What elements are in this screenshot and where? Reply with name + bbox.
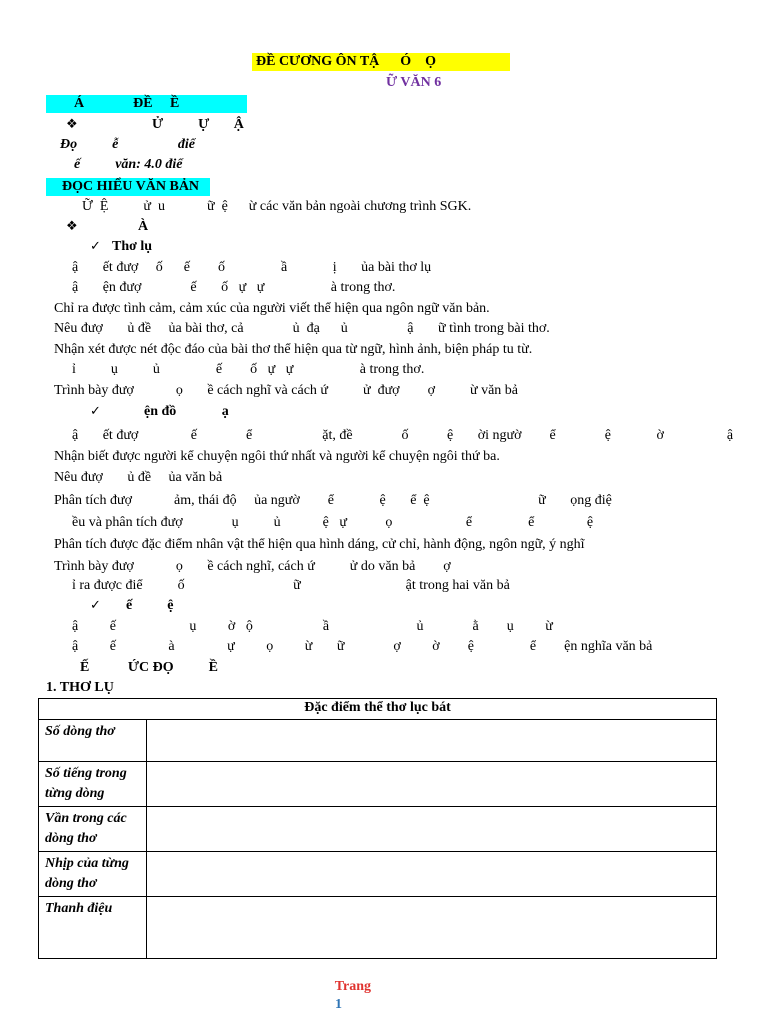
checkmark-icon: ✓: [90, 239, 101, 254]
document-title: ĐỀ CƯƠNG ÔN TẬ Ó Ọ: [252, 53, 510, 71]
table-cell-blank: [147, 897, 717, 959]
bullet-diamond-icon: ❖: [66, 117, 78, 132]
table-header: Đặc điểm thể thơ lục bát: [39, 699, 717, 720]
table-row-label: Số dòng thơ: [39, 720, 147, 762]
bullet-diamond-icon: ❖: [66, 219, 78, 234]
subsection-extra: ế ệ: [126, 598, 174, 613]
poem-feature-table: [38, 698, 717, 959]
table-row-label: Nhịp của từng dòng thơ: [39, 852, 147, 897]
poem-section-heading: 1. THƠ LỤ: [46, 680, 114, 695]
table-cell-blank: [147, 807, 717, 852]
table-cell-blank: [147, 720, 717, 762]
subsection-poem: Thơ lụ: [112, 239, 153, 254]
source-note: Ữ Ệ ử u ữ ệ ừ các văn bản ngoài chương trình SGK.: [82, 199, 472, 214]
writing-score-line: ế văn: 4.0 điể: [74, 157, 183, 172]
requirement-line: ậ ện đượ ế ố ự ự à trong thơ.: [72, 280, 396, 295]
document-subtitle: Ữ VĂN 6: [386, 75, 442, 90]
table-row-label: Vần trong các dòng thơ: [39, 807, 147, 852]
table-row: [39, 807, 717, 852]
requirement-line: ậ ết đượ ố ế ố ầ ị ủa bài thơ lụ: [72, 260, 432, 275]
requirement-line: Trình bày đượ ọ ề cách nghĩ và cách ứ ử đượ ợ ừ văn bả: [54, 383, 519, 398]
table-row-label: Thanh điệu: [39, 897, 147, 959]
checkmark-icon: ✓: [90, 404, 101, 419]
requirement-line: ậ ế à ự ọ ừ ữ ợ ờ ệ ể ện nghĩa văn bả: [72, 639, 653, 654]
table-row: [39, 762, 717, 807]
table-row: [39, 720, 717, 762]
table-row: [39, 897, 717, 959]
reading-section-heading: ĐỌC HIỂU VĂN BẢN: [46, 178, 210, 196]
table-row-label: Số tiếng trong từng dòng: [39, 762, 147, 807]
bullet-heading-requirements: À: [138, 219, 149, 234]
table-cell-blank: [147, 762, 717, 807]
requirement-line: Phân tích đượ ảm, thái độ ủa ngườ ể ệ ể ệ ữ ọng điệ: [54, 493, 612, 508]
requirement-line: ỉ ra được điể ố ữ ật trong hai văn bả: [72, 578, 510, 593]
bullet-heading-structure: Ử Ự Ậ: [152, 117, 244, 132]
requirement-line: Nêu đượ ủ đề ủa bài thơ, cả ủ đạ ủ ậ ữ tình trong bài thơ.: [54, 321, 550, 336]
requirement-line: Nhận biết được người kể chuyện ngôi thứ nhất và người kể chuyện ngôi thứ ba.: [54, 449, 500, 464]
reading-score-line: Đọ ễ điể: [60, 137, 195, 152]
checkmark-icon: ✓: [90, 598, 101, 613]
requirement-line: ều và phân tích đượ ụ ủ ệ ự ọ ể ể ệ: [72, 515, 594, 530]
requirement-line: Nêu đượ ủ đề ủa văn bả: [54, 470, 223, 485]
table-cell-blank: [147, 852, 717, 897]
requirement-line: ỉ ụ ủ ế ố ự ự à trong thơ.: [72, 362, 425, 377]
part-b-heading: Ế ỨC ĐỌ Ề: [80, 660, 218, 675]
requirement-line: ậ ết đượ ế ể ặt, đề ố ệ ời ngườ ể ệ ờ ậ: [72, 428, 734, 443]
page-footer: [328, 960, 371, 1014]
page-number: 1: [335, 997, 342, 1012]
requirement-line: ậ ế ụ ờ ộ ầ ủ ằ ụ ừ: [72, 619, 553, 634]
section-a-heading: Á ĐỀ Ề: [46, 95, 247, 113]
subsection-story: ện đồ ạ: [144, 404, 229, 419]
footer-word: Trang: [334, 979, 372, 994]
table-row: [39, 852, 717, 897]
requirement-line: Trình bày đượ ọ ề cách nghĩ, cách ứ ử do văn bả ợ: [54, 559, 451, 574]
requirement-line: Phân tích được đặc điểm nhân vật thể hiện qua hình dáng, cử chỉ, hành động, ngôn ngữ, ý nghĩ: [54, 537, 585, 552]
requirement-line: Nhận xét được nét độc đáo của bài thơ thể hiện qua từ ngữ, hình ảnh, biện pháp tu từ.: [54, 342, 533, 357]
requirement-line: Chỉ ra được tình cảm, cảm xúc của người viết thể hiện qua ngôn ngữ văn bản.: [54, 301, 490, 316]
